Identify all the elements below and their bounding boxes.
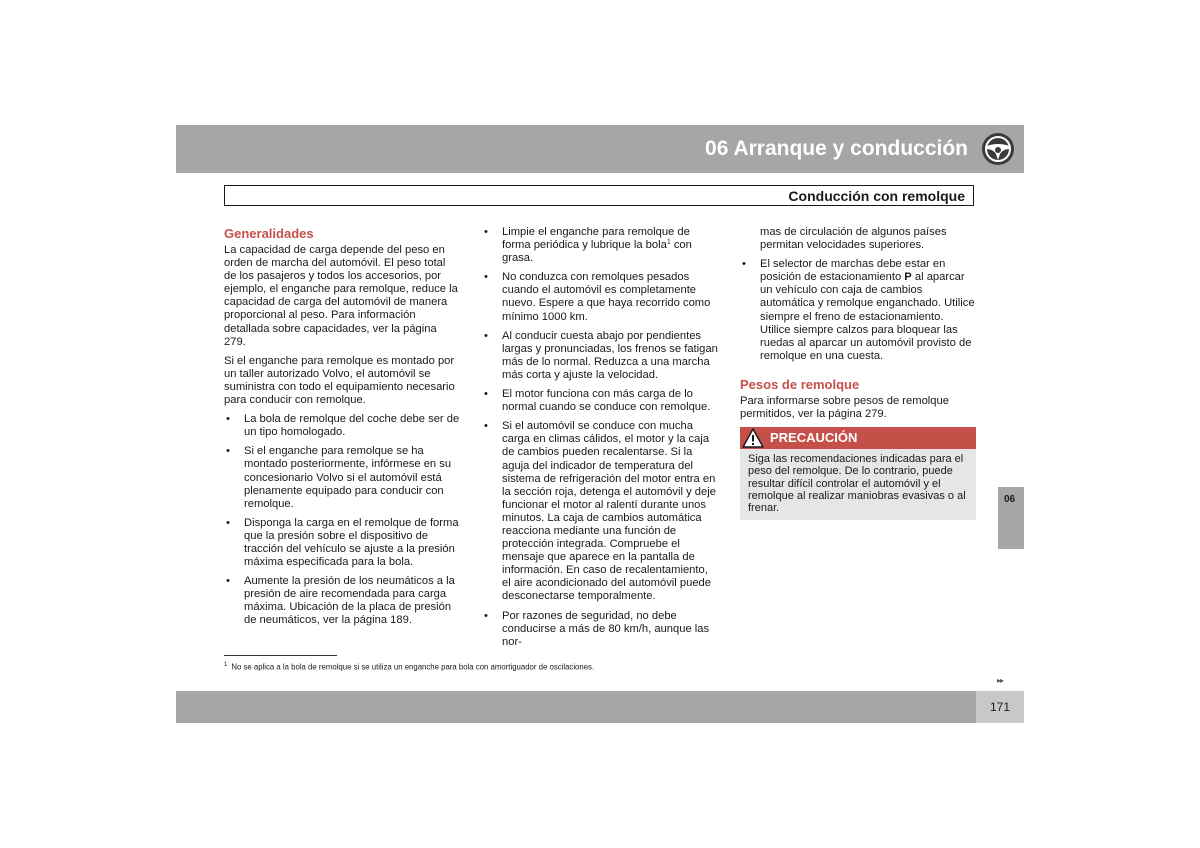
heading-generalidades: Generalidades [224, 226, 314, 241]
list-item-text: Disponga la carga en el remolque de forma que la presión sobre el dispositivo de tracción del vehículo se ajuste a la presión máxima especificada para la bola. [244, 516, 459, 569]
bullet: • [226, 445, 230, 458]
paragraph: La capacidad de carga depende del peso en orden de marcha del automóvil. El peso total de los pasajeros y todos los accesorios, por ejemplo, el enganche para remolque, reduce la capacidad de carga del automóvil de manera proporcional al peso. Para información detallada sobre capacidades, ver la página 279. [224, 244, 458, 348]
list-item [482, 330, 718, 382]
list-item-text: Si el automóvil se conduce con mucha carga en climas cálidos, el motor y la caja de cambios pueden recalentarse. Si la aguja del indicador de temperatura del sistema de refrigeración del motor entra en la sección roja, detenga el automóvil y deje funcionar el motor al ralentí durante unos minutos. La caja de cambios automática reacciona mediante una función de protección integrada. Compruebe el mensaje que aparece en la pantalla de información. En caso de recalentamiento, el aire acondicionado del automóvil puede desconectarse temporalmente. [502, 420, 716, 603]
footnote-number: 1 [224, 662, 228, 668]
bullet: • [226, 516, 230, 529]
bullet: • [226, 413, 230, 426]
column-1 [224, 226, 460, 634]
section-header [224, 185, 974, 206]
warning-text: Siga las recomendaciones indicadas para el peso del remolque. De lo contrario, puede resultar difícil controlar el automóvil y el remolque al realizar maniobras evasivas o al frenar. [740, 449, 976, 520]
footnote-text: No se aplica a la bola de remolque si se utiliza un enganche para bola con amortiguador de oscilaciones. [231, 662, 595, 672]
list-item-text: al aparcar un vehículo con caja de cambios automática y remolque enganchado. Utilice siempre el freno de estacionamiento. Utilice siempre calzos para bloquear las ruedas al aparcar un automóvil provisto de remolque en una cuesta. [760, 271, 975, 362]
bullet: • [226, 575, 230, 588]
list-item [224, 575, 460, 627]
paragraph: Para informarse sobre pesos de remolque permitidos, ver la página 279. [740, 394, 949, 421]
list-item-text: Al conducir cuesta abajo por pendientes largas y pronunciadas, los frenos se fatigan más de lo normal. Reduzca a una marcha más corta y ajuste la velocidad. [502, 329, 718, 381]
bullet-list [482, 226, 718, 649]
bullet: • [484, 420, 488, 433]
bullet-list [224, 413, 460, 627]
list-item [482, 271, 718, 323]
footnote-ref: 1 [666, 238, 671, 246]
bullet: • [484, 226, 488, 238]
list-item-text: Aumente la presión de los neumáticos a la presión de aire recomendada para carga máxima. Ubicación de la placa de presión de neumáticos, ver la página 189. [244, 575, 455, 627]
bullet: • [484, 388, 488, 401]
gear-position-p: P [904, 271, 912, 284]
bullet-list [740, 258, 976, 363]
list-item-text: Por razones de seguridad, no debe conducirse a más de 80 km/h, aunque las nor- [502, 609, 710, 648]
list-item-text: No conduzca con remolques pesados cuando el automóvil es completamente nuevo. Espere a que haya recorrido como mínimo 1000 km. [502, 271, 711, 323]
column-3 [740, 226, 976, 520]
list-item-text: Si el enganche para remolque se ha montado posteriormente, infórmese en su concesionario Volvo si el automóvil está plenamente equipado para conducir con remolque. [244, 445, 452, 510]
warning-header [740, 427, 976, 449]
section-title: Conducción con remolque [788, 188, 965, 204]
list-item-text: El selector de marchas debe estar en posición de estacionamiento [760, 258, 946, 284]
footnote [224, 660, 594, 673]
warning-triangle-icon [742, 428, 764, 448]
list-item [482, 420, 718, 603]
list-item-text: La bola de remolque del coche debe ser de un tipo homologado. [244, 413, 460, 439]
side-tab-label: 06 [1004, 494, 1016, 505]
bullet: • [484, 609, 488, 622]
list-item [224, 517, 460, 569]
list-item [224, 413, 460, 439]
warning-label: PRECAUCIÓN [770, 430, 858, 446]
footnote-rule [224, 655, 337, 656]
paragraph: Si el enganche para remolque es montado por un taller autorizado Volvo, el automóvil se suministra con todo el equipamiento necesario para conducir con remolque. [224, 354, 455, 407]
footer-band [176, 691, 1024, 723]
list-item [482, 610, 718, 649]
chapter-side-tab [998, 487, 1024, 549]
bullet: • [484, 329, 488, 342]
bullet: • [484, 271, 488, 284]
list-item-text: Limpie el enganche para remolque de forma periódica y lubrique la bola [502, 226, 690, 252]
list-item-text: con grasa. [502, 239, 692, 265]
list-item [482, 226, 718, 265]
warning-box [740, 427, 976, 520]
list-item [482, 388, 718, 414]
list-item [224, 445, 460, 510]
paragraph-continuation: mas de circulación de algunos países permitan velocidades superiores. [760, 226, 947, 252]
bullet: • [742, 258, 746, 271]
continue-arrows-icon: ▸▸ [997, 676, 1004, 685]
page-number: 171 [990, 700, 1011, 714]
list-item-text: El motor funciona con más carga de lo normal cuando se conduce con remolque. [502, 388, 711, 414]
column-2 [482, 226, 718, 655]
list-item [740, 258, 976, 363]
heading-pesos-de-remolque: Pesos de remolque [740, 376, 860, 392]
chapter-title: 06 Arranque y conducción [705, 137, 968, 160]
steering-wheel-icon [981, 132, 1015, 166]
